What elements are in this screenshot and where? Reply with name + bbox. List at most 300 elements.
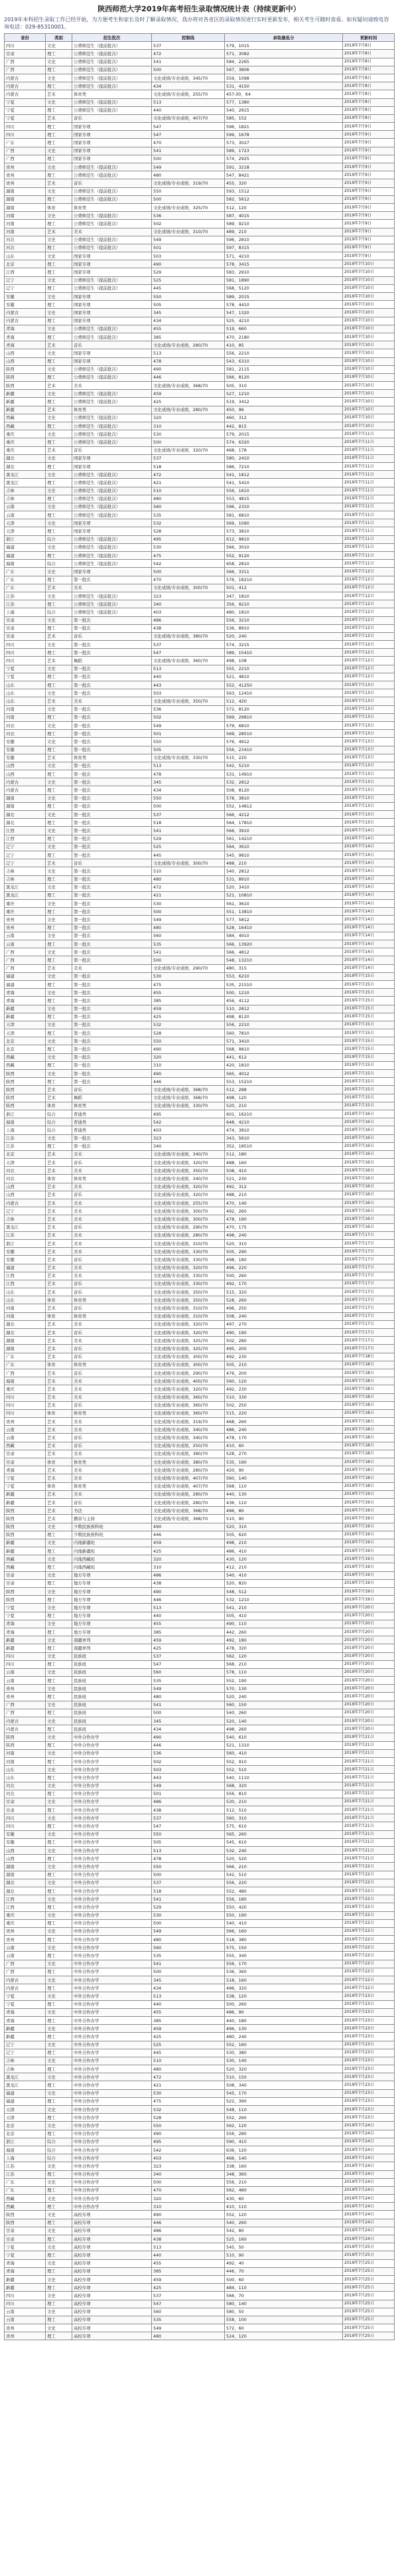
cell-update-time: 2019年7月14日 — [343, 940, 395, 948]
table-row — [5, 98, 395, 106]
cell-province: 黑龙江 — [5, 883, 46, 891]
table-row — [5, 1231, 395, 1239]
cell-control-line: 文化成绩/专业成绩，300/70 — [152, 1361, 225, 1369]
cell-category: 理工 — [46, 479, 72, 487]
cell-batch: 体育类 — [72, 90, 152, 98]
cell-control-line: 536 — [152, 705, 225, 713]
cell-control-line: 455 — [152, 989, 225, 997]
cell-province: 宁夏 — [5, 1604, 46, 1612]
cell-min-score: 497，270 — [225, 1320, 343, 1328]
cell-update-time: 2019年7月13日 — [343, 721, 395, 729]
table-row — [5, 1199, 395, 1207]
cell-batch: 公费师范生（提前批次） — [72, 592, 152, 600]
cell-min-score: 527，1210 — [225, 390, 343, 398]
cell-batch: 第一批次 — [72, 1134, 152, 1142]
cell-batch: 第一批次 — [72, 616, 152, 624]
cell-category: 艺术 — [46, 584, 72, 592]
cell-province: 西藏 — [5, 422, 46, 430]
table-row — [5, 916, 395, 924]
cell-province: 广东 — [5, 576, 46, 584]
cell-control-line: 541 — [152, 147, 225, 155]
cell-control-line: 505 — [152, 746, 225, 754]
table-row — [5, 827, 395, 835]
table-row — [5, 2025, 395, 2033]
table-row — [5, 1863, 395, 1871]
cell-category: 理工 — [46, 373, 72, 381]
cell-update-time: 2019年7月14日 — [343, 900, 395, 908]
cell-update-time: 2019年7月22日 — [343, 1984, 395, 1992]
cell-control-line: 550 — [152, 1830, 225, 1838]
table-row — [5, 989, 395, 997]
cell-province: 四川 — [5, 1409, 46, 1417]
cell-update-time: 2019年7月20日 — [343, 1693, 395, 1701]
cell-batch: 第一批次 — [72, 681, 152, 689]
cell-category: 文史 — [46, 2106, 72, 2114]
cell-update-time: 2019年7月15日 — [343, 972, 395, 980]
cell-category: 理工 — [46, 649, 72, 657]
cell-update-time: 2019年7月15日 — [343, 1005, 395, 1013]
cell-update-time: 2019年7月8日 — [343, 106, 395, 114]
cell-category: 文史 — [46, 1652, 72, 1660]
cell-control-line: 440 — [152, 1612, 225, 1620]
cell-min-score: 496，80 — [225, 1507, 343, 1515]
cell-min-score: 564，3610 — [225, 843, 343, 851]
cell-control-line: 文化成绩/专业成绩，368/70 — [152, 1515, 225, 1523]
table-row — [5, 802, 395, 810]
cell-update-time: 2019年7月20日 — [343, 1620, 395, 1628]
cell-min-score: 552，120 — [225, 2211, 343, 2219]
table-row — [5, 859, 395, 867]
table-row — [5, 1474, 395, 1482]
cell-min-score: 568，210 — [225, 1660, 343, 1668]
cell-min-score: 540，260 — [225, 2219, 343, 2227]
cell-province: 广东 — [5, 139, 46, 147]
cell-category: 文史 — [46, 1070, 72, 1078]
cell-control-line: 529 — [152, 1903, 225, 1911]
cell-province: 西藏 — [5, 2195, 46, 2203]
cell-batch: 少数民族预科班 — [72, 1523, 152, 1531]
cell-update-time: 2019年7月19日 — [343, 1515, 395, 1523]
cell-batch: 音乐 — [72, 1086, 152, 1094]
table-row — [5, 1094, 395, 1102]
cell-control-line: 500 — [152, 802, 225, 810]
cell-province: 广西 — [5, 147, 46, 155]
cell-province: 黑龙江 — [5, 1223, 46, 1231]
table-row — [5, 883, 395, 891]
cell-province: 四川 — [5, 2292, 46, 2300]
cell-min-score: 488，210 — [225, 1191, 343, 1199]
table-row — [5, 1903, 395, 1911]
cell-province: 湖南 — [5, 802, 46, 810]
cell-category: 理工 — [46, 1596, 72, 1604]
cell-update-time: 2019年7月12日 — [343, 624, 395, 632]
table-row — [5, 1944, 395, 1952]
column-header-min-score: 录取最低分 — [225, 34, 343, 42]
cell-min-score: 566，3910 — [225, 827, 343, 835]
cell-min-score: 410，85 — [225, 341, 343, 349]
cell-batch: 中外合作办学 — [72, 2106, 152, 2114]
cell-batch: 公费师范生（提前批次） — [72, 58, 152, 66]
cell-update-time: 2019年7月16日 — [343, 1199, 395, 1207]
cell-province: 重庆 — [5, 438, 46, 446]
cell-category: 艺术 — [46, 1474, 72, 1482]
cell-province: 宁夏 — [5, 665, 46, 673]
cell-update-time: 2019年7月8日 — [343, 66, 395, 74]
cell-control-line: 549 — [152, 2324, 225, 2332]
cell-update-time: 2019年7月9日 — [343, 163, 395, 171]
cell-batch: 高校专项 — [72, 2292, 152, 2300]
cell-batch: 中外合作办学 — [72, 1952, 152, 1960]
cell-min-score: 589，9210 — [225, 220, 343, 228]
cell-category: 理工 — [46, 1078, 72, 1086]
cell-province: 青海 — [5, 341, 46, 349]
table-row — [5, 1968, 395, 1976]
cell-category: 艺术 — [46, 446, 72, 454]
cell-batch: 音乐 — [72, 1353, 152, 1361]
cell-control-line: 480 — [152, 171, 225, 179]
cell-control-line: 490 — [152, 2211, 225, 2219]
cell-category: 艺术 — [46, 228, 72, 236]
cell-min-score: 500，60 — [225, 2275, 343, 2283]
cell-province: 云南 — [5, 1426, 46, 1434]
cell-update-time: 2019年7月11日 — [343, 543, 395, 551]
cell-control-line: 500 — [152, 1871, 225, 1879]
cell-min-score: 568，9810 — [225, 1045, 343, 1053]
cell-update-time: 2019年7月17日 — [343, 1248, 395, 1256]
cell-province: 云南 — [5, 1952, 46, 1960]
table-row — [5, 1207, 395, 1215]
cell-province: 内蒙古 — [5, 1976, 46, 1984]
cell-province: 山西 — [5, 1847, 46, 1855]
cell-province: 青海 — [5, 2259, 46, 2267]
cell-control-line: 425 — [152, 1644, 225, 1652]
cell-control-line: 472 — [152, 2073, 225, 2081]
cell-batch: 美术 — [72, 1385, 152, 1393]
cell-min-score: 486，90 — [225, 2008, 343, 2016]
cell-batch: 公费师范生（提前批次） — [72, 325, 152, 333]
table-row — [5, 2243, 395, 2251]
cell-control-line: 537 — [152, 1814, 225, 1822]
cell-category: 综合 — [46, 535, 72, 543]
cell-min-score: 571，3410 — [225, 1037, 343, 1045]
cell-category: 理工 — [46, 1612, 72, 1620]
cell-control-line: 459 — [152, 1005, 225, 1013]
cell-update-time: 2019年7月19日 — [343, 1588, 395, 1596]
cell-update-time: 2019年7月21日 — [343, 1790, 395, 1798]
cell-category: 文史 — [46, 1976, 72, 1984]
cell-update-time: 2019年7月13日 — [343, 697, 395, 705]
cell-update-time: 2019年7月10日 — [343, 398, 395, 406]
cell-batch: 美术 — [72, 1426, 152, 1434]
cell-province: 安徽 — [5, 1830, 46, 1838]
table-row — [5, 228, 395, 236]
cell-control-line: 530 — [152, 972, 225, 980]
cell-update-time: 2019年7月24日 — [343, 2146, 395, 2154]
cell-control-line: 480 — [152, 495, 225, 503]
cell-province: 陕西 — [5, 1507, 46, 1515]
cell-control-line: 310 — [152, 1061, 225, 1069]
cell-category: 理工 — [46, 980, 72, 988]
cell-update-time: 2019年7月9日 — [343, 236, 395, 244]
cell-min-score: 556，180 — [225, 1895, 343, 1903]
cell-update-time: 2019年7月11日 — [343, 535, 395, 543]
table-row — [5, 2146, 395, 2154]
cell-update-time: 2019年7月23日 — [343, 2033, 395, 2041]
table-row — [5, 414, 395, 422]
table-row — [5, 2203, 395, 2211]
cell-update-time: 2019年7月19日 — [343, 1571, 395, 1579]
table-row — [5, 956, 395, 964]
cell-control-line: 文化成绩/专业成绩，255/70 — [152, 90, 225, 98]
cell-batch: 第一批次 — [72, 624, 152, 632]
cell-update-time: 2019年7月10日 — [343, 390, 395, 398]
cell-min-score: 508，240 — [225, 1312, 343, 1320]
cell-update-time: 2019年7月23日 — [343, 2025, 395, 2033]
cell-update-time: 2019年7月12日 — [343, 665, 395, 673]
cell-control-line: 518 — [152, 1887, 225, 1895]
cell-category: 理工 — [46, 713, 72, 721]
table-row — [5, 932, 395, 940]
cell-min-score: 478，320 — [225, 1644, 343, 1652]
cell-control-line: 500 — [152, 155, 225, 163]
cell-batch: 音乐 — [72, 1329, 152, 1337]
cell-province: 安徽 — [5, 301, 46, 309]
cell-min-score: 540，610 — [225, 1733, 343, 1741]
cell-category: 文史 — [46, 2292, 72, 2300]
cell-update-time: 2019年7月25日 — [343, 2284, 395, 2292]
table-row — [5, 1563, 395, 1571]
cell-province: 安徽 — [5, 746, 46, 754]
cell-update-time: 2019年7月23日 — [343, 2008, 395, 2016]
cell-category: 理工 — [46, 1531, 72, 1539]
cell-category: 文史 — [46, 1636, 72, 1644]
cell-control-line: 500 — [152, 438, 225, 446]
cell-batch: 第一批次 — [72, 730, 152, 738]
cell-category: 文史 — [46, 1798, 72, 1806]
cell-min-score: 556，170 — [225, 1960, 343, 1968]
table-row — [5, 616, 395, 624]
cell-category: 文史 — [46, 1944, 72, 1952]
table-row — [5, 1604, 395, 1612]
cell-province: 广东 — [5, 2186, 46, 2194]
cell-update-time: 2019年7月24日 — [343, 2211, 395, 2219]
cell-province: 安徽 — [5, 293, 46, 301]
cell-min-score: 468，178 — [225, 446, 343, 454]
cell-control-line: 425 — [152, 2033, 225, 2041]
table-row — [5, 106, 395, 114]
cell-update-time: 2019年7月13日 — [343, 811, 395, 819]
table-row — [5, 1353, 395, 1361]
cell-province: 河北 — [5, 1167, 46, 1175]
table-row — [5, 1434, 395, 1442]
table-row — [5, 1110, 395, 1118]
table-row — [5, 689, 395, 697]
cell-min-score: 410，110 — [225, 2203, 343, 2211]
cell-update-time: 2019年7月19日 — [343, 1539, 395, 1547]
cell-control-line: 537 — [152, 641, 225, 649]
table-row — [5, 1911, 395, 1919]
table-row — [5, 2049, 395, 2057]
cell-batch: 公费师范生（提前批次） — [72, 471, 152, 479]
cell-province: 江西 — [5, 1903, 46, 1911]
cell-category: 文史 — [46, 1134, 72, 1142]
cell-batch: 公费师范生（提前批次） — [72, 220, 152, 228]
table-row — [5, 665, 395, 673]
cell-min-score: 531，8910 — [225, 875, 343, 883]
cell-batch: 国家专项 — [72, 357, 152, 365]
cell-category: 理工 — [46, 730, 72, 738]
cell-min-score: 581，6810 — [225, 511, 343, 519]
cell-control-line: 385 — [152, 333, 225, 341]
cell-min-score: 566，8120 — [225, 373, 343, 381]
cell-category: 理工 — [46, 851, 72, 859]
cell-province: 福建 — [5, 1264, 46, 1272]
cell-province: 贵州 — [5, 1418, 46, 1426]
cell-category: 理工 — [46, 495, 72, 503]
cell-category: 文史 — [46, 592, 72, 600]
cell-province: 贵州 — [5, 1693, 46, 1701]
cell-province: 四川 — [5, 1393, 46, 1401]
cell-update-time: 2019年7月22日 — [343, 1952, 395, 1960]
cell-min-score: 580，2410 — [225, 454, 343, 462]
cell-control-line: 503 — [152, 689, 225, 697]
table-row — [5, 438, 395, 446]
cell-control-line: 528 — [152, 527, 225, 535]
cell-batch: 公费师范生（提前批次） — [72, 438, 152, 446]
cell-province: 浙江 — [5, 2138, 46, 2146]
table-row — [5, 2267, 395, 2275]
table-row — [5, 446, 395, 454]
table-row — [5, 2332, 395, 2340]
table-row — [5, 422, 395, 430]
cell-province: 天津 — [5, 1021, 46, 1029]
cell-category: 艺术 — [46, 114, 72, 122]
table-row — [5, 1369, 395, 1377]
cell-category: 艺术 — [46, 1248, 72, 1256]
cell-category: 艺术 — [46, 1150, 72, 1158]
cell-update-time: 2019年7月23日 — [343, 1992, 395, 2000]
cell-category: 体育 — [46, 1361, 72, 1369]
cell-control-line: 文化成绩/专业成绩，340/70 — [152, 1426, 225, 1434]
table-row — [5, 1385, 395, 1393]
cell-batch: 第一批次 — [72, 1078, 152, 1086]
cell-update-time: 2019年7月18日 — [343, 1401, 395, 1409]
cell-batch: 美术 — [72, 1183, 152, 1191]
cell-min-score: 569，1090 — [225, 519, 343, 527]
cell-batch: 公费师范生（提前批次） — [72, 171, 152, 179]
cell-update-time: 2019年7月18日 — [343, 1409, 395, 1417]
table-row — [5, 1239, 395, 1247]
cell-batch: 公费师范生（提前批次） — [72, 479, 152, 487]
cell-batch: 中外合作办学 — [72, 1847, 152, 1855]
cell-batch: 第一批次 — [72, 883, 152, 891]
cell-province: 四川 — [5, 649, 46, 657]
cell-province: 青海 — [5, 1466, 46, 1474]
cell-update-time: 2019年7月9日 — [343, 252, 395, 260]
cell-category: 理工 — [46, 2049, 72, 2057]
table-row — [5, 373, 395, 381]
cell-category: 理工 — [46, 123, 72, 131]
cell-control-line: 345 — [152, 309, 225, 317]
cell-control-line: 500 — [152, 1709, 225, 1717]
cell-control-line: 文化成绩/专业成绩，340/70 — [152, 1434, 225, 1442]
cell-control-line: 434 — [152, 1725, 225, 1733]
cell-update-time: 2019年7月21日 — [343, 1838, 395, 1846]
table-row — [5, 705, 395, 713]
cell-province: 云南 — [5, 1434, 46, 1442]
cell-province: 云南 — [5, 511, 46, 519]
cell-min-score: 510，90 — [225, 2251, 343, 2259]
cell-update-time: 2019年7月17日 — [343, 1231, 395, 1239]
column-header-batch: 招生批次 — [72, 34, 152, 42]
cell-control-line: 490 — [152, 1070, 225, 1078]
cell-category: 艺术 — [46, 1207, 72, 1215]
cell-batch: 高校专项 — [72, 2219, 152, 2227]
cell-min-score: 566，160 — [225, 1927, 343, 1935]
cell-batch: 第一批次 — [72, 713, 152, 721]
table-row — [5, 293, 395, 301]
cell-category: 艺术 — [46, 406, 72, 414]
cell-control-line: 472 — [152, 471, 225, 479]
cell-control-line: 478 — [152, 1855, 225, 1863]
cell-min-score: 515，220 — [225, 1409, 343, 1417]
cell-category: 文史 — [46, 1766, 72, 1774]
cell-min-score: 580，50 — [225, 2308, 343, 2316]
cell-category: 理工 — [46, 66, 72, 74]
cell-update-time: 2019年7月9日 — [343, 220, 395, 228]
cell-batch: 高校专项 — [72, 2284, 152, 2292]
table-row — [5, 1871, 395, 1879]
cell-category: 文史 — [46, 293, 72, 301]
cell-control-line: 434 — [152, 82, 225, 90]
cell-update-time: 2019年7月16日 — [343, 1215, 395, 1223]
cell-update-time: 2019年7月25日 — [343, 2324, 395, 2332]
cell-category: 综合 — [46, 608, 72, 616]
cell-province: 陕西 — [5, 1102, 46, 1110]
cell-update-time: 2019年7月19日 — [343, 1547, 395, 1555]
cell-batch: 公费师范生（提前批次） — [72, 430, 152, 438]
cell-min-score: 521，230 — [225, 1175, 343, 1183]
cell-category: 理工 — [46, 1871, 72, 1879]
cell-batch: 公费师范生（提前批次） — [72, 543, 152, 551]
cell-control-line: 532 — [152, 1021, 225, 1029]
cell-batch: 中外合作办学 — [72, 1927, 152, 1935]
table-row — [5, 1774, 395, 1782]
table-row — [5, 1288, 395, 1296]
cell-min-score: 540，260 — [225, 1709, 343, 1717]
table-row — [5, 1183, 395, 1191]
table-row — [5, 2308, 395, 2316]
cell-batch: 第一批次 — [72, 891, 152, 899]
cell-province: 新疆 — [5, 2284, 46, 2292]
cell-category: 理工 — [46, 1725, 72, 1733]
cell-category: 理工 — [46, 1741, 72, 1749]
cell-category: 理工 — [46, 2130, 72, 2138]
cell-control-line: 547 — [152, 131, 225, 139]
cell-batch: 体育类 — [72, 1482, 152, 1490]
cell-update-time: 2019年7月23日 — [343, 2106, 395, 2114]
cell-batch: 美术 — [72, 1393, 152, 1401]
cell-min-score: 524，120 — [225, 2332, 343, 2340]
cell-update-time: 2019年7月11日 — [343, 552, 395, 560]
cell-update-time: 2019年7月21日 — [343, 1733, 395, 1741]
cell-min-score: 528，260 — [225, 1296, 343, 1304]
cell-min-score: 562，480 — [225, 2186, 343, 2194]
cell-batch: 美术 — [72, 1264, 152, 1272]
cell-min-score: 597，8315 — [225, 244, 343, 252]
cell-control-line: 530 — [152, 430, 225, 438]
cell-batch: 公费师范生（提前批次） — [72, 600, 152, 608]
